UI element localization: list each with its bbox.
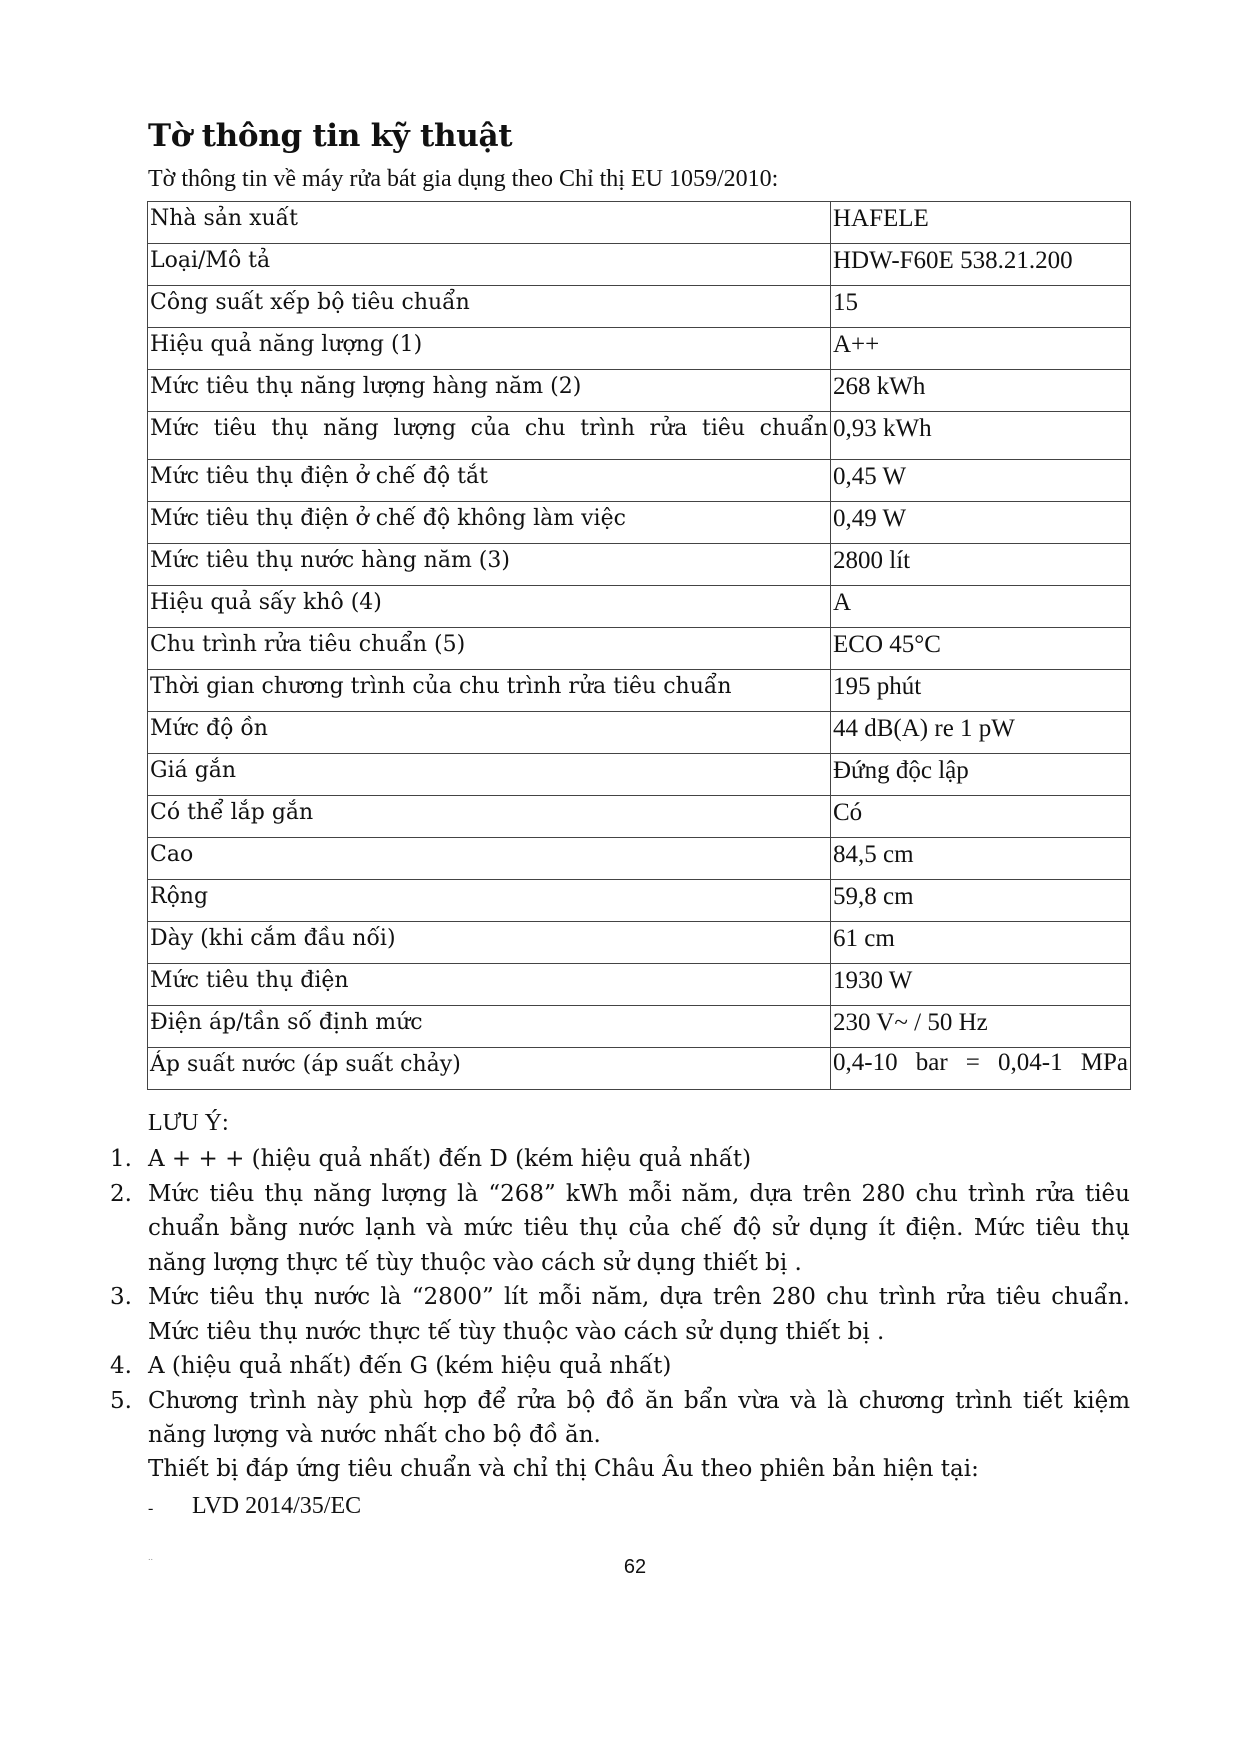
row-label: Thời gian chương trình của chu trình rửa tiêu chuẩn	[148, 670, 831, 712]
page-number: 62	[623, 1556, 647, 1578]
list-item	[110, 1349, 1130, 1384]
bullet-dash: -	[148, 1500, 154, 1517]
note-text: A + + + (hiệu quả nhất) đến D (kém hiệu quả nhất)	[148, 1146, 752, 1172]
row-label: Hiệu quả sấy khô (4)	[148, 586, 831, 628]
row-value: 268 kWh	[831, 370, 1131, 412]
page-subtitle: Tờ thông tin về máy rửa bát gia dụng theo Chỉ thị EU 1059/2010:	[148, 166, 779, 192]
row-label: Có thể lắp gắn	[148, 796, 831, 838]
compliance-statement: Thiết bị đáp ứng tiêu chuẩn và chỉ thị Châu Âu theo phiên bản hiện tại:	[148, 1456, 979, 1482]
row-value: 44 dB(A) re 1 pW	[831, 712, 1131, 754]
row-label: Cao	[148, 838, 831, 880]
row-label: Mức tiêu thụ nước hàng năm (3)	[148, 544, 831, 586]
table-row	[148, 202, 1131, 244]
table-row	[148, 328, 1131, 370]
row-label: Rộng	[148, 880, 831, 922]
table-row	[148, 712, 1131, 754]
footer-dots: ..	[148, 1553, 154, 1562]
table-row	[148, 796, 1131, 838]
row-value: 2800 lít	[831, 544, 1131, 586]
row-value: Đứng độc lập	[831, 754, 1131, 796]
note-text: A (hiệu quả nhất) đến G (kém hiệu quả nhất)	[148, 1353, 672, 1379]
row-value: 230 V~ / 50 Hz	[831, 1006, 1131, 1048]
row-label: Mức tiêu thụ năng lượng hàng năm (2)	[148, 370, 831, 412]
row-value: A	[831, 586, 1131, 628]
spec-table	[147, 201, 1131, 1090]
row-value: 15	[831, 286, 1131, 328]
directive-item	[148, 1493, 361, 1520]
table-row	[148, 244, 1131, 286]
row-label: Điện áp/tần số định mức	[148, 1006, 831, 1048]
table-row	[148, 880, 1131, 922]
table-row	[148, 544, 1131, 586]
note-text: Mức tiêu thụ nước là “2800” lít mỗi năm, dựa trên 280 chu trình rửa tiêu chuẩn. Mức tiêu thụ nước thực tế tùy thuộc vào cách sử dụng thiết bị .	[148, 1284, 1130, 1345]
row-label: Nhà sản xuất	[148, 202, 831, 244]
row-label: Mức tiêu thụ điện ở chế độ không làm việc	[148, 502, 831, 544]
table-row	[148, 412, 1131, 460]
notes-list	[110, 1142, 1130, 1453]
table-row	[148, 1006, 1131, 1048]
table-row	[148, 370, 1131, 412]
row-value: HAFELE	[831, 202, 1131, 244]
row-label: Chu trình rửa tiêu chuẩn (5)	[148, 628, 831, 670]
row-label: Công suất xếp bộ tiêu chuẩn	[148, 286, 831, 328]
row-value: 0,93 kWh	[831, 412, 1131, 460]
table-row	[148, 922, 1131, 964]
note-number: 4.	[110, 1353, 132, 1379]
row-value: 61 cm	[831, 922, 1131, 964]
row-label	[148, 412, 831, 460]
table-row	[148, 628, 1131, 670]
list-item	[110, 1177, 1130, 1281]
row-label: Loại/Mô tả	[148, 244, 831, 286]
row-label-text: Mức tiêu thụ năng lượng của chu trình rửa tiêu chuẩn	[150, 416, 828, 441]
row-value: HDW-F60E 538.21.200	[831, 244, 1131, 286]
note-text: Mức tiêu thụ năng lượng là “268” kWh mỗi năm, dựa trên 280 chu trình rửa tiêu chuẩn bằng nước lạnh và mức tiêu thụ của chế độ sử dụng ít điện. Mức tiêu thụ năng lượng thực tế tùy thuộc vào cách sử dụng thiết bị .	[148, 1180, 1130, 1276]
row-label: Dày (khi cắm đầu nối)	[148, 922, 831, 964]
row-value: 0,45 W	[831, 460, 1131, 502]
row-value: 0,49 W	[831, 502, 1131, 544]
row-value: ECO 45°C	[831, 628, 1131, 670]
table-row	[148, 1048, 1131, 1090]
note-text: Chương trình này phù hợp để rửa bộ đồ ăn bẩn vừa và là chương trình tiết kiệm năng lượng và nước nhất cho bộ đồ ăn.	[148, 1387, 1130, 1448]
row-value: 84,5 cm	[831, 838, 1131, 880]
note-number: 1.	[110, 1146, 132, 1172]
row-value: 0,4-10 bar = 0,04-1 MPa	[831, 1048, 1131, 1090]
page-title: Tờ thông tin kỹ thuật	[148, 118, 513, 154]
table-row	[148, 286, 1131, 328]
table-row	[148, 502, 1131, 544]
row-value: 59,8 cm	[831, 880, 1131, 922]
row-label: Giá gắn	[148, 754, 831, 796]
note-number: 3.	[110, 1284, 132, 1310]
table-row	[148, 838, 1131, 880]
row-value: Có	[831, 796, 1131, 838]
row-value: 195 phút	[831, 670, 1131, 712]
row-label: Mức độ ồn	[148, 712, 831, 754]
list-item	[110, 1280, 1130, 1349]
table-row	[148, 586, 1131, 628]
row-label: Áp suất nước (áp suất chảy)	[148, 1048, 831, 1090]
note-number: 5.	[110, 1387, 132, 1414]
list-item	[110, 1142, 1130, 1177]
table-row	[148, 460, 1131, 502]
directive-text: LVD 2014/35/EC	[192, 1493, 362, 1519]
row-value: 1930 W	[831, 964, 1131, 1006]
notes-heading: LƯU Ý:	[148, 1110, 229, 1136]
table-row	[148, 964, 1131, 1006]
row-label: Mức tiêu thụ điện	[148, 964, 831, 1006]
row-value: A++	[831, 328, 1131, 370]
table-row	[148, 670, 1131, 712]
table-row	[148, 754, 1131, 796]
note-number: 2.	[110, 1180, 132, 1207]
row-label: Mức tiêu thụ điện ở chế độ tắt	[148, 460, 831, 502]
row-label: Hiệu quả năng lượng (1)	[148, 328, 831, 370]
list-item	[110, 1384, 1130, 1453]
